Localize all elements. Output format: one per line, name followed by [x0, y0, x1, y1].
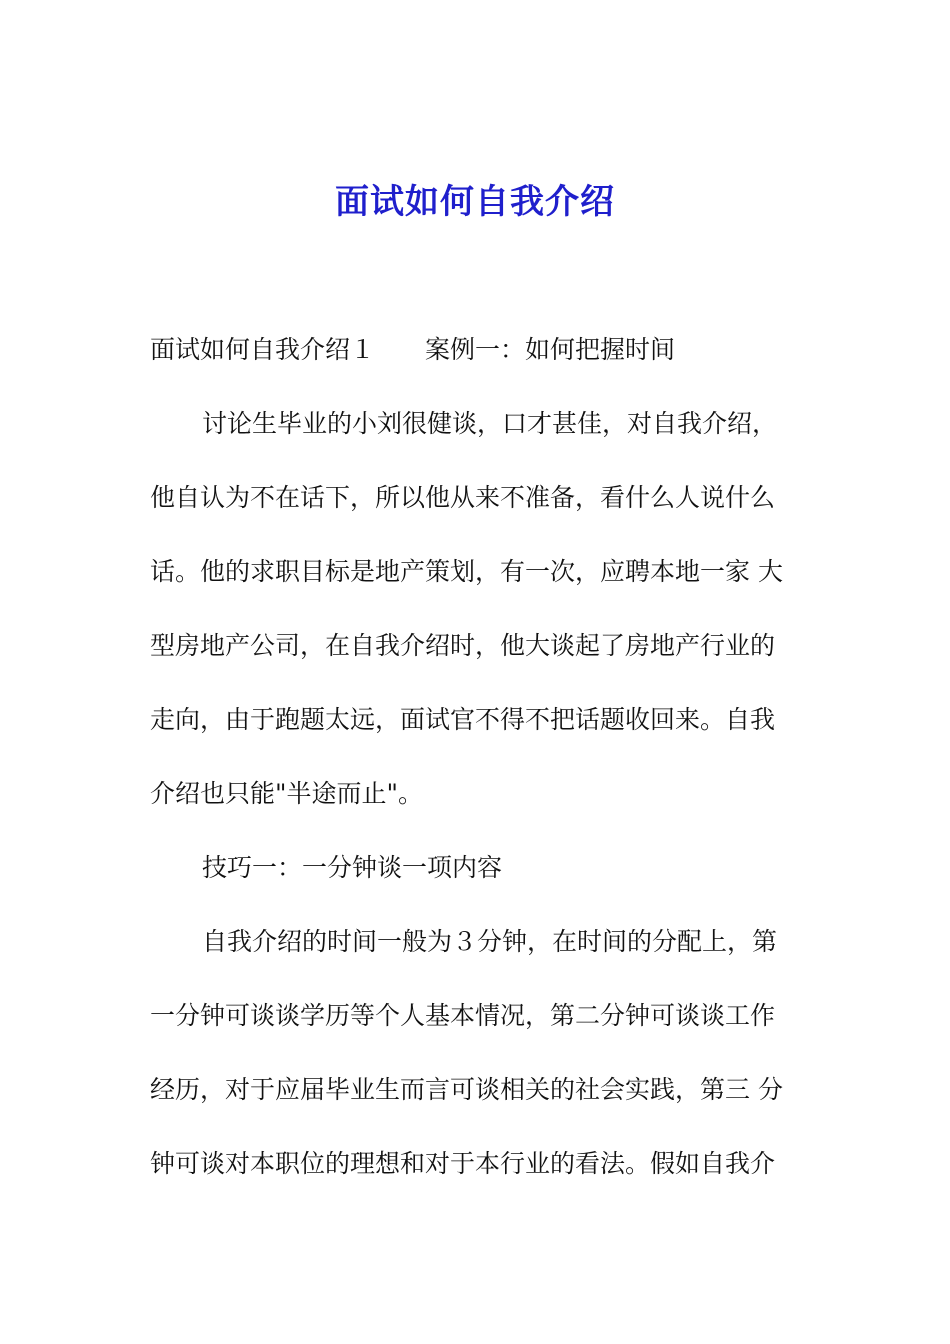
paragraph-line: 一分钟可谈谈学历等个人基本情况，第二分钟可谈谈工作	[150, 1001, 776, 1030]
paragraph-line: 型房地产公司，在自我介绍时，他大谈起了房地产行业的	[150, 631, 776, 660]
section-heading-label: 面试如何自我介绍１	[150, 335, 376, 364]
case-heading-label: 案例一：如何把握时间	[425, 335, 676, 364]
paragraph-line: 经历，对于应届毕业生而言可谈相关的社会实践，第三 分	[150, 1075, 783, 1104]
paragraph-line: 走向，由于跑题太远，面试官不得不把话题收回来。自我	[150, 705, 776, 734]
paragraph-line: 讨论生毕业的小刘很健谈，口才甚佳，对自我介绍，	[202, 409, 778, 438]
paragraph-line: 自我介绍的时间一般为３分钟，在时间的分配上，第	[202, 927, 778, 956]
document-title: 面试如何自我介绍	[335, 182, 615, 222]
section-heading	[150, 327, 810, 401]
paragraph-line: 他自认为不在话下，所以他从来不准备，看什么人说什么	[150, 483, 776, 512]
paragraph-line: 话。他的求职目标是地产策划，有一次，应聘本地一家 大	[150, 557, 783, 586]
paragraph-line: 钟可谈对本职位的理想和对于本行业的看法。假如自我介	[150, 1149, 776, 1178]
paragraph-line: 介绍也只能"半途而止"。	[150, 779, 423, 808]
tip-heading: 技巧一：一分钟谈一项内容	[202, 853, 503, 882]
document-body	[150, 327, 810, 1215]
